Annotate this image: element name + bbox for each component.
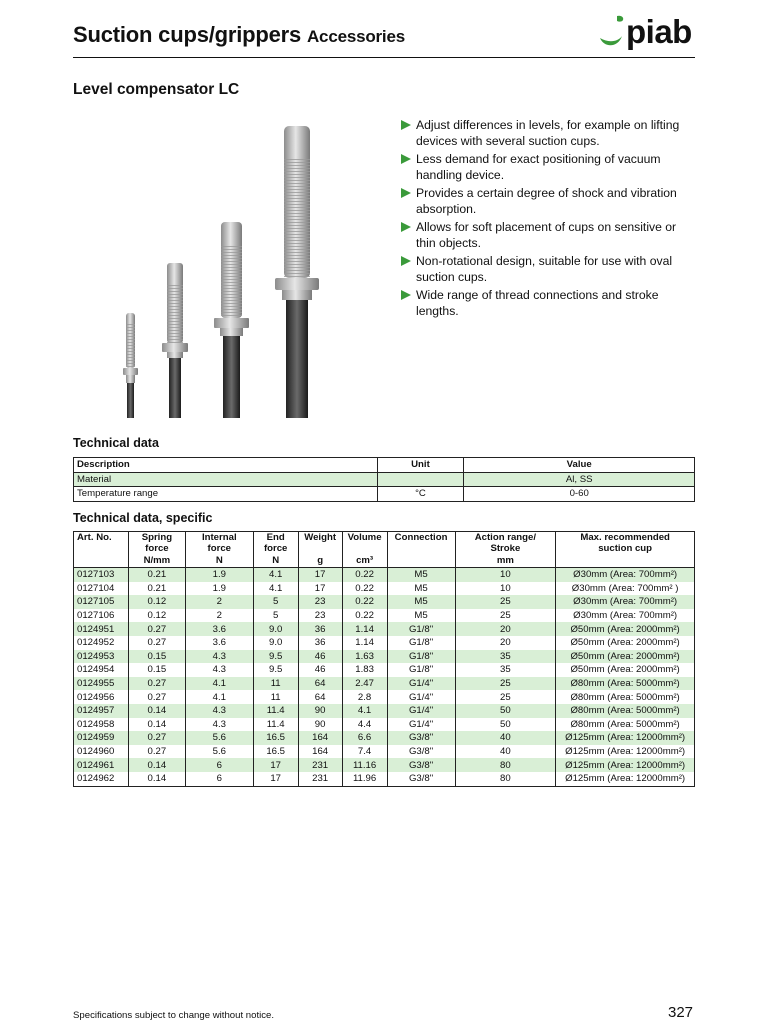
table-cell: 0.22 <box>342 595 387 609</box>
table-cell: 0124955 <box>74 677 129 691</box>
table-cell: 6 <box>185 772 253 786</box>
table-cell: 0.22 <box>342 568 387 582</box>
table-row <box>74 690 695 704</box>
table-cell: 35 <box>455 650 556 664</box>
table-cell: 0124951 <box>74 622 129 636</box>
table-row <box>74 677 695 691</box>
table-cell: 0-60 <box>464 487 695 502</box>
table-cell: Ø125mm (Area: 12000mm²) <box>556 758 695 772</box>
table-cell: 4.1 <box>185 690 253 704</box>
table-cell: 5.6 <box>185 731 253 745</box>
table-row <box>74 472 695 487</box>
table-cell: 11.16 <box>342 758 387 772</box>
table-cell: 4.1 <box>253 582 298 596</box>
column-header: Unit <box>377 458 464 473</box>
table-header-row <box>74 532 695 555</box>
table-cell: Ø30mm (Area: 700mm² ) <box>556 582 695 596</box>
table-cell: Ø50mm (Area: 2000mm²) <box>556 663 695 677</box>
table-cell: 2 <box>185 595 253 609</box>
table-cell: Ø50mm (Area: 2000mm²) <box>556 622 695 636</box>
unit-cell: mm <box>455 554 556 568</box>
table-cell: Ø80mm (Area: 5000mm²) <box>556 690 695 704</box>
table-cell: G3/8" <box>387 772 455 786</box>
table-cell: 4.3 <box>185 650 253 664</box>
table-cell: 5 <box>253 595 298 609</box>
unit-cell <box>74 554 129 568</box>
table-cell: 2.47 <box>342 677 387 691</box>
column-header: Value <box>464 458 695 473</box>
table-cell: G1/4" <box>387 704 455 718</box>
column-header: Connection <box>387 532 455 555</box>
table-cell: 9.0 <box>253 636 298 650</box>
table-cell: 0.12 <box>128 595 185 609</box>
table-cell: G1/8" <box>387 650 455 664</box>
list-item: Less demand for exact positioning of vacuum handling device. <box>400 152 696 183</box>
table-cell: 1.63 <box>342 650 387 664</box>
table-row <box>74 609 695 623</box>
table-cell: Ø30mm (Area: 700mm²) <box>556 568 695 582</box>
table-cell: 7.4 <box>342 745 387 759</box>
table-cell: 9.5 <box>253 663 298 677</box>
table-cell: Temperature range <box>74 487 378 502</box>
table-cell: Ø50mm (Area: 2000mm²) <box>556 636 695 650</box>
table-cell: 11.4 <box>253 704 298 718</box>
table-cell: 0.15 <box>128 650 185 664</box>
table-row <box>74 582 695 596</box>
table-cell: 17 <box>298 568 342 582</box>
table-cell: 25 <box>455 677 556 691</box>
table-cell: 64 <box>298 677 342 691</box>
table-cell: Ø80mm (Area: 5000mm²) <box>556 704 695 718</box>
table-cell: 0.22 <box>342 582 387 596</box>
header-rule <box>73 57 695 58</box>
table-cell: 3.6 <box>185 622 253 636</box>
table-cell: Ø80mm (Area: 5000mm²) <box>556 718 695 732</box>
table-cell: 0127106 <box>74 609 129 623</box>
table-cell: 0.27 <box>128 731 185 745</box>
table-cell: 0.14 <box>128 704 185 718</box>
table-cell: 0.27 <box>128 690 185 704</box>
table-row <box>74 663 695 677</box>
table-row <box>74 595 695 609</box>
table-cell: 1.83 <box>342 663 387 677</box>
table-row <box>74 487 695 502</box>
table-cell: M5 <box>387 609 455 623</box>
table-cell: 6 <box>185 758 253 772</box>
list-item: Allows for soft placement of cups on sensitive or thin objects. <box>400 220 696 251</box>
table-cell: 80 <box>455 758 556 772</box>
table-cell: 0.15 <box>128 663 185 677</box>
table-cell: 3.6 <box>185 636 253 650</box>
bullet-triangle-icon <box>401 120 411 130</box>
table-cell: 16.5 <box>253 745 298 759</box>
unit-cell: N/mm <box>128 554 185 568</box>
table-cell: 0.12 <box>128 609 185 623</box>
table-cell: 11.4 <box>253 718 298 732</box>
table-cell: 4.3 <box>185 718 253 732</box>
table-cell: 46 <box>298 650 342 664</box>
bullet-triangle-icon <box>401 188 411 198</box>
tech-data-table <box>73 457 695 502</box>
table-cell: G3/8" <box>387 758 455 772</box>
table-row <box>74 704 695 718</box>
table-cell: 11 <box>253 690 298 704</box>
table-cell: 0124956 <box>74 690 129 704</box>
table-cell: Ø125mm (Area: 12000mm²) <box>556 731 695 745</box>
table-cell: 16.5 <box>253 731 298 745</box>
table-row <box>74 758 695 772</box>
table-cell: 5.6 <box>185 745 253 759</box>
table-cell: Material <box>74 472 378 487</box>
table-cell: 23 <box>298 609 342 623</box>
table-cell: Ø125mm (Area: 12000mm²) <box>556 745 695 759</box>
table-cell: 4.3 <box>185 663 253 677</box>
table-cell: 25 <box>455 609 556 623</box>
table-cell: 0124954 <box>74 663 129 677</box>
table-cell: 0124961 <box>74 758 129 772</box>
table-cell: 9.5 <box>253 650 298 664</box>
column-header: Art. No. <box>74 532 129 555</box>
table-cell: 0.14 <box>128 718 185 732</box>
table-cell: Al, SS <box>464 472 695 487</box>
table-cell: 0.27 <box>128 636 185 650</box>
table-cell: 10 <box>455 582 556 596</box>
table-row <box>74 772 695 786</box>
table-cell: 17 <box>253 772 298 786</box>
section-title: Level compensator LC <box>73 81 240 98</box>
table-units-row <box>74 554 695 568</box>
table-cell: 6.6 <box>342 731 387 745</box>
brand-name: piab <box>626 13 692 50</box>
table-cell: M5 <box>387 582 455 596</box>
bullet-triangle-icon <box>401 154 411 164</box>
table-cell: M5 <box>387 568 455 582</box>
table-cell: 10 <box>455 568 556 582</box>
table-cell: 0.14 <box>128 772 185 786</box>
table-cell: 1.14 <box>342 636 387 650</box>
table-cell: 231 <box>298 758 342 772</box>
page-title <box>73 22 405 48</box>
table-cell: 0.27 <box>128 622 185 636</box>
table-cell: G1/8" <box>387 663 455 677</box>
table-cell: °C <box>377 487 464 502</box>
table-cell: 17 <box>298 582 342 596</box>
table-cell: 36 <box>298 636 342 650</box>
table-cell: Ø50mm (Area: 2000mm²) <box>556 650 695 664</box>
table-cell: 4.1 <box>253 568 298 582</box>
table-cell: 0.27 <box>128 677 185 691</box>
unit-cell: N <box>185 554 253 568</box>
table-cell: 0127103 <box>74 568 129 582</box>
table-cell: 5 <box>253 609 298 623</box>
table-cell: 164 <box>298 731 342 745</box>
table-cell: 1.9 <box>185 568 253 582</box>
table-header-row <box>74 458 695 473</box>
column-header: End force <box>253 532 298 555</box>
list-item: Adjust differences in levels, for example on lifting devices with several suction cups. <box>400 118 696 149</box>
table-cell: 1.14 <box>342 622 387 636</box>
table-cell: 0124952 <box>74 636 129 650</box>
unit-cell: cm³ <box>342 554 387 568</box>
column-header: Description <box>74 458 378 473</box>
table-cell: 9.0 <box>253 622 298 636</box>
feature-list <box>400 118 696 322</box>
bullet-triangle-icon <box>401 256 411 266</box>
table-cell: 0124960 <box>74 745 129 759</box>
list-item: Provides a certain degree of shock and vibration absorption. <box>400 186 696 217</box>
title-main: Suction cups/grippers <box>73 22 302 47</box>
table-cell: Ø125mm (Area: 12000mm²) <box>556 772 695 786</box>
table-cell: G1/4" <box>387 690 455 704</box>
bullet-triangle-icon <box>401 290 411 300</box>
table-cell: 0.21 <box>128 582 185 596</box>
table-cell: Ø80mm (Area: 5000mm²) <box>556 677 695 691</box>
table-cell: 40 <box>455 731 556 745</box>
unit-cell <box>387 554 455 568</box>
table-cell: G1/8" <box>387 622 455 636</box>
level-compensator-product-image <box>110 118 330 420</box>
table-cell: 0127105 <box>74 595 129 609</box>
column-header: Spring force <box>128 532 185 555</box>
table-cell: 1.9 <box>185 582 253 596</box>
table-cell: 64 <box>298 690 342 704</box>
table-cell: 0124957 <box>74 704 129 718</box>
table-cell: 11.96 <box>342 772 387 786</box>
unit-cell: N <box>253 554 298 568</box>
table-cell: G3/8" <box>387 745 455 759</box>
table-cell: 36 <box>298 622 342 636</box>
table-row <box>74 731 695 745</box>
table-cell: 46 <box>298 663 342 677</box>
table-row <box>74 718 695 732</box>
tech-data-heading: Technical data <box>73 436 159 450</box>
table-cell: 4.4 <box>342 718 387 732</box>
table-cell: G1/4" <box>387 718 455 732</box>
table-cell: 23 <box>298 595 342 609</box>
table-cell: 20 <box>455 622 556 636</box>
table-cell: 0127104 <box>74 582 129 596</box>
table-cell: Ø30mm (Area: 700mm²) <box>556 595 695 609</box>
table-cell: G1/4" <box>387 677 455 691</box>
table-row <box>74 636 695 650</box>
tech-specific-table <box>73 531 695 787</box>
table-cell: 90 <box>298 704 342 718</box>
table-cell: 0124958 <box>74 718 129 732</box>
table-cell: 40 <box>455 745 556 759</box>
table-cell: 50 <box>455 704 556 718</box>
footer-note: Specifications subject to change without notice. <box>73 1010 275 1021</box>
table-row <box>74 650 695 664</box>
table-cell: 4.3 <box>185 704 253 718</box>
table-cell: 231 <box>298 772 342 786</box>
column-header: Max. recommended suction cup <box>556 532 695 555</box>
table-cell: 17 <box>253 758 298 772</box>
table-cell: 0124953 <box>74 650 129 664</box>
page-number: 327 <box>668 1004 694 1021</box>
table-cell <box>377 472 464 487</box>
table-cell: 80 <box>455 772 556 786</box>
table-row <box>74 745 695 759</box>
table-cell: 50 <box>455 718 556 732</box>
table-cell: 11 <box>253 677 298 691</box>
column-header: Internal force <box>185 532 253 555</box>
table-cell: 0.21 <box>128 568 185 582</box>
column-header: Volume <box>342 532 387 555</box>
table-cell: Ø30mm (Area: 700mm²) <box>556 609 695 623</box>
table-cell: 4.1 <box>342 704 387 718</box>
table-cell: 25 <box>455 595 556 609</box>
table-cell: G1/8" <box>387 636 455 650</box>
column-header: Weight <box>298 532 342 555</box>
list-item: Non-rotational design, suitable for use with oval suction cups. <box>400 254 696 285</box>
unit-cell <box>556 554 695 568</box>
table-cell: 0.22 <box>342 609 387 623</box>
table-cell: 2 <box>185 609 253 623</box>
table-cell: 35 <box>455 663 556 677</box>
list-item: Wide range of thread connections and stroke lengths. <box>400 288 696 319</box>
table-cell: 90 <box>298 718 342 732</box>
table-cell: 0.14 <box>128 758 185 772</box>
table-row <box>74 622 695 636</box>
table-row <box>74 568 695 582</box>
title-sub: Accessories <box>306 27 405 46</box>
tech-specific-heading: Technical data, specific <box>73 511 213 525</box>
bullet-triangle-icon <box>401 222 411 232</box>
table-cell: 4.1 <box>185 677 253 691</box>
table-cell: 0124962 <box>74 772 129 786</box>
table-cell: 25 <box>455 690 556 704</box>
table-cell: 0.27 <box>128 745 185 759</box>
table-cell: M5 <box>387 595 455 609</box>
table-cell: 2.8 <box>342 690 387 704</box>
table-cell: 164 <box>298 745 342 759</box>
table-cell: G3/8" <box>387 731 455 745</box>
unit-cell: g <box>298 554 342 568</box>
table-cell: 0124959 <box>74 731 129 745</box>
column-header: Action range/ Stroke <box>455 532 556 555</box>
table-cell: 20 <box>455 636 556 650</box>
